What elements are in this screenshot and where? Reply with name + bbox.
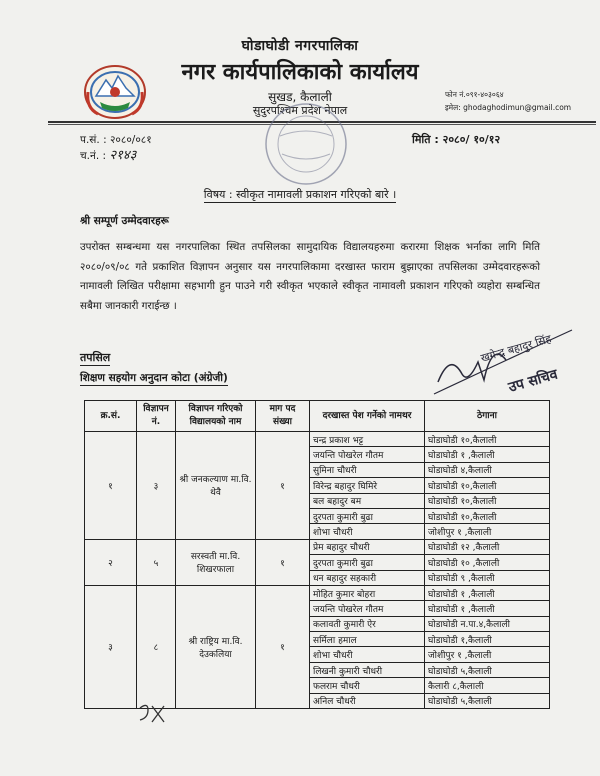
cell-applicant-name: फलराम चौधरी (310, 678, 425, 693)
cell-adv-no: ८ (137, 585, 176, 708)
candidate-table (84, 400, 550, 709)
office-title: नगर कार्यपालिकाको कार्यालय (181, 60, 419, 85)
col-header-address: ठेगाना (425, 401, 550, 432)
cell-address: घोडाघोडी १ ,कैलाली (425, 447, 550, 462)
org-name: घोडाघोडी नगरपालिका (241, 38, 359, 54)
cell-applicant-name: चन्द्र प्रकाश भट्ट (310, 432, 425, 447)
table-header-row (85, 401, 550, 432)
phone-text: फोन नं.०९१-४०३०६४ (445, 90, 504, 99)
cell-applicant-name: दुरपता कुमारी बुढा (310, 555, 425, 570)
subject-text: विषय : स्वीकृत नामावली प्रकाशन गरिएको बारे । (203, 188, 397, 201)
cell-applicant-name: मोहित कुमार बोहरा (310, 585, 425, 600)
email-text: इमेल: ghodaghodimun@gmail.com (445, 103, 572, 112)
cell-address: घोडाघोडी १०,कैलाली (425, 508, 550, 523)
cell-address: घोडाघोडी १०,कैलाली (425, 493, 550, 508)
cell-applicant-name: धन बहादुर सहकारी (310, 570, 425, 585)
salutation: श्री सम्पूर्ण उम्मेदवारहरू (80, 215, 169, 227)
col-header-school: विज्ञापन गरिएको विद्यालयको नाम (176, 401, 256, 432)
cell-sn: ३ (85, 585, 137, 708)
cell-applicant-name: जयन्ति पोखरेल गौतम (310, 601, 425, 616)
cell-posts: १ (256, 432, 310, 540)
cell-address: घोडाघोडी १ ,कैलाली (425, 601, 550, 616)
office-location: सुखड, कैलाली (268, 90, 332, 104)
reference-block (80, 132, 152, 164)
patra-sankhya: प.सं. : २०८०/०८१ (80, 134, 152, 146)
handwritten-mark-icon (136, 700, 170, 726)
tapasil-heading: तपसिल (80, 351, 111, 364)
cell-applicant-name: शोभा चौधरी (310, 524, 425, 539)
cell-applicant-name: शोभा चौधरी (310, 647, 425, 662)
cell-address: घोडाघोडी १० ,कैलाली (425, 555, 550, 570)
cell-school: श्री जनकल्याण मा.वि. थेवै (176, 432, 256, 540)
chalani-label: च.नं. : (80, 150, 107, 162)
cell-applicant-name: विरेन्द्र बहादुर घिमिरे (310, 478, 425, 493)
signatory-name: खगेन्द्र बहादुर सिंह (479, 332, 553, 365)
cell-adv-no: ५ (137, 539, 176, 585)
cell-address: घोडाघोडी ५,कैलाली (425, 662, 550, 677)
cell-applicant-name: दुरपता कुमारी बुढा (310, 508, 425, 523)
cell-address: जोशीपुर १ ,कैलाली (425, 524, 550, 539)
cell-adv-no: ३ (137, 432, 176, 540)
cell-school: सरस्वती मा.वि. शिखरफाला (176, 539, 256, 585)
body-paragraph: उपरोक्त सम्बन्धमा यस नगरपालिका स्थित तपसिलका सामुदायिक विद्यालयहरुमा करारमा शिक्षक भर्नाका लागि मिति २०८०/०९/०८ गते प्रकाशित विज्ञापन अनुसार यस नगरपालिकामा दरखास्त फाराम बुझाएका तपसिलका उम्मेदवारहरूको नामावली लिखित परीक्षामा सहभागी हुन पाउने गरी स्वीकृत भएकाले स्वीकृत नामावली प्रकाशन गरिएको व्यहोरा सम्बन्धित सबैमा जानकारी गराईन्छ । (80, 241, 540, 312)
chalani-line (80, 148, 152, 164)
cell-address: घोडाघोडी ९ ,कैलाली (425, 570, 550, 585)
cell-applicant-name: अनिल चौधरी (310, 693, 425, 708)
letter-date: मिति : २०८०/ १०/१२ (412, 133, 501, 146)
cell-address: घोडाघोडी १,कैलाली (425, 632, 550, 647)
table-row (85, 585, 550, 600)
cell-applicant-name: सर्मिला हमाल (310, 632, 425, 647)
col-header-name: दरखास्त पेश गर्नेको नामथर (310, 401, 425, 432)
cell-school: श्री राष्ट्रिय मा.वि. देउकलिया (176, 585, 256, 708)
office-province: सुदुरपश्चिम प्रदेश नेपाल (252, 104, 348, 117)
cell-posts: १ (256, 539, 310, 585)
cell-applicant-name: सुमिना चौधरी (310, 462, 425, 477)
signature-block (432, 322, 582, 402)
cell-sn: २ (85, 539, 137, 585)
cell-applicant-name: जयन्ति पोखरेल गौतम (310, 447, 425, 462)
cell-applicant-name: कलावती कुमारी ऐर (310, 616, 425, 631)
office-stamp-icon (258, 96, 354, 192)
cell-address: घोडाघोडी ४,कैलाली (425, 462, 550, 477)
table-row (85, 432, 550, 447)
cell-address: घोडाघोडी १०,कैलाली (425, 432, 550, 447)
col-header-posts: माग पद संख्या (256, 401, 310, 432)
cell-applicant-name: लिखनी कुमारी चौधरी (310, 662, 425, 677)
cell-address: घोडाघोडी १०,कैलाली (425, 478, 550, 493)
cell-applicant-name: प्रेम बहादुर चौधरी (310, 539, 425, 554)
col-header-sn: क्र.सं. (85, 401, 137, 432)
table-row (85, 539, 550, 554)
cell-address: घोडाघोडी १२ ,कैलाली (425, 539, 550, 554)
cell-address: जोशीपुर १ ,कैलाली (425, 647, 550, 662)
quota-title: शिक्षण सहयोग अनुदान कोटा (अंग्रेजी) (80, 372, 228, 384)
cell-address: कैलारी ८,कैलाली (425, 678, 550, 693)
cell-address: घोडाघोडी १ ,कैलाली (425, 585, 550, 600)
cell-applicant-name: बल बहादुर बम (310, 493, 425, 508)
cell-address: घोडाघोडी ५,कैलाली (425, 693, 550, 708)
cell-sn: १ (85, 432, 137, 540)
col-header-adv: विज्ञापन नं. (137, 401, 176, 432)
cell-posts: १ (256, 585, 310, 708)
signatory-title: उप सचिव (506, 366, 560, 396)
contact-block (445, 88, 571, 114)
subject-line (0, 187, 600, 202)
chalani-number: २१४३ (109, 148, 137, 163)
cell-address: घोडाघोडी न.पा.४,कैलाली (425, 616, 550, 631)
